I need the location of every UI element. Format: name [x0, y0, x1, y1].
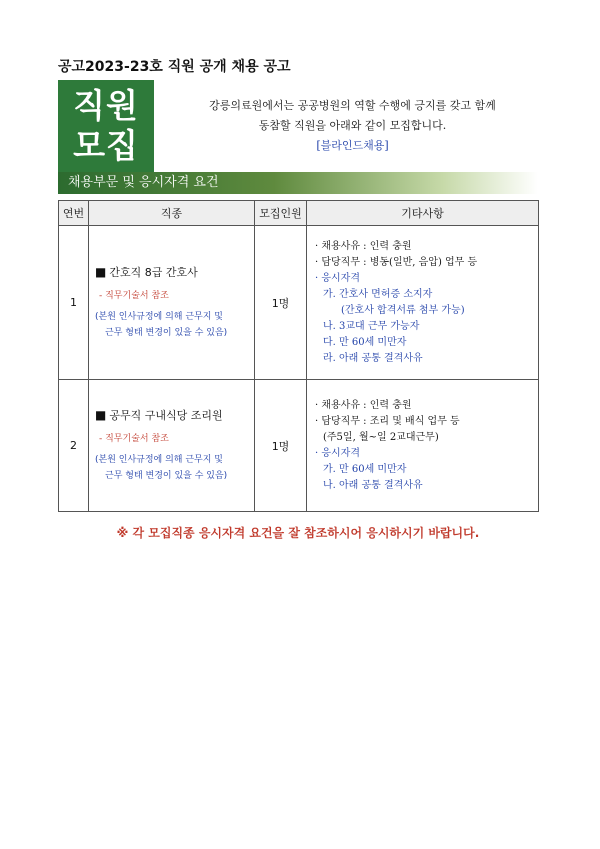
etc-line: · 응시자격 [315, 447, 360, 459]
intro-line-1: 강릉의료원에서는 공공병원의 역할 수행에 긍지를 갖고 함께 [209, 99, 496, 112]
etc-line: · 채용사유 : 인력 충원 [315, 399, 412, 411]
etc-line: 가. 만 60세 미만자 [323, 463, 407, 475]
job-name-text: 간호직 8급 간호사 [109, 266, 198, 279]
job-name [95, 264, 254, 280]
table-header-row [59, 201, 539, 226]
row-no: 2 [59, 380, 89, 512]
etc-line: · 채용사유 : 인력 충원 [315, 240, 412, 252]
job-note-line-2: 근무 형태 변경이 있을 수 있음) [105, 328, 228, 338]
table-row [59, 226, 539, 380]
etc-line: 다. 만 60세 미만자 [323, 336, 407, 348]
row-job-cell [89, 226, 255, 380]
square-bullet-icon: ■ [95, 265, 107, 279]
row-count: 1명 [255, 380, 307, 512]
intro-line-2: 동참할 직원을 아래와 같이 모집합니다. [258, 119, 447, 132]
etc-line: 라. 아래 공통 결격사유 [323, 352, 423, 364]
row-etc-cell [307, 226, 539, 380]
section-title: 채용부문 및 응시자격 요건 [58, 172, 538, 194]
etc-line: 가. 간호사 면허증 소지자 [323, 288, 433, 300]
job-note [95, 309, 254, 341]
job-name-text: 공무직 구내식당 조리원 [109, 409, 223, 422]
row-no: 1 [59, 226, 89, 380]
recruitment-badge [58, 80, 154, 172]
etc-line: · 담당직무 : 병동(일반, 음압) 업무 등 [315, 256, 478, 268]
row-etc-cell [307, 380, 539, 512]
etc-line: 나. 3교대 근무 가능자 [323, 320, 420, 332]
job-note-line-2: 근무 형태 변경이 있을 수 있음) [105, 471, 228, 481]
job-ref: - 직무기술서 참조 [99, 434, 169, 444]
etc-line: · 응시자격 [315, 272, 360, 284]
notice-title: 공고2023-23호 직원 공개 채용 공고 [58, 59, 291, 75]
etc-line: (주5일, 월~일 2교대근무) [323, 431, 439, 443]
square-bullet-icon: ■ [95, 408, 107, 422]
footer-notice: ※ 각 모집직종 응시자격 요건을 잘 참조하시어 응시하시기 바랍니다. [116, 526, 480, 540]
etc-line: 나. 아래 공통 결격사유 [323, 479, 423, 491]
row-job-cell [89, 380, 255, 512]
badge-line-2: 모집 [73, 126, 139, 165]
header-etc: 기타사항 [307, 201, 539, 226]
job-note [95, 452, 254, 484]
etc-line: (간호사 합격서류 첨부 가능) [341, 304, 465, 316]
row-count: 1명 [255, 226, 307, 380]
recruitment-table [58, 200, 539, 512]
intro-blind: [블라인드채용] [316, 139, 389, 152]
badge-line-1: 직원 [73, 86, 139, 125]
job-note-line-1: (본원 인사규정에 의해 근무지 및 [95, 455, 223, 465]
header-job: 직종 [89, 201, 255, 226]
etc-line: · 담당직무 : 조리 및 배식 업무 등 [315, 415, 460, 427]
job-note-line-1: (본원 인사규정에 의해 근무지 및 [95, 312, 223, 322]
header-count: 모집인원 [255, 201, 307, 226]
job-name [95, 407, 254, 423]
table-row [59, 380, 539, 512]
job-ref: - 직무기술서 참조 [99, 291, 169, 301]
intro-text [160, 96, 545, 156]
header-no: 연번 [59, 201, 89, 226]
